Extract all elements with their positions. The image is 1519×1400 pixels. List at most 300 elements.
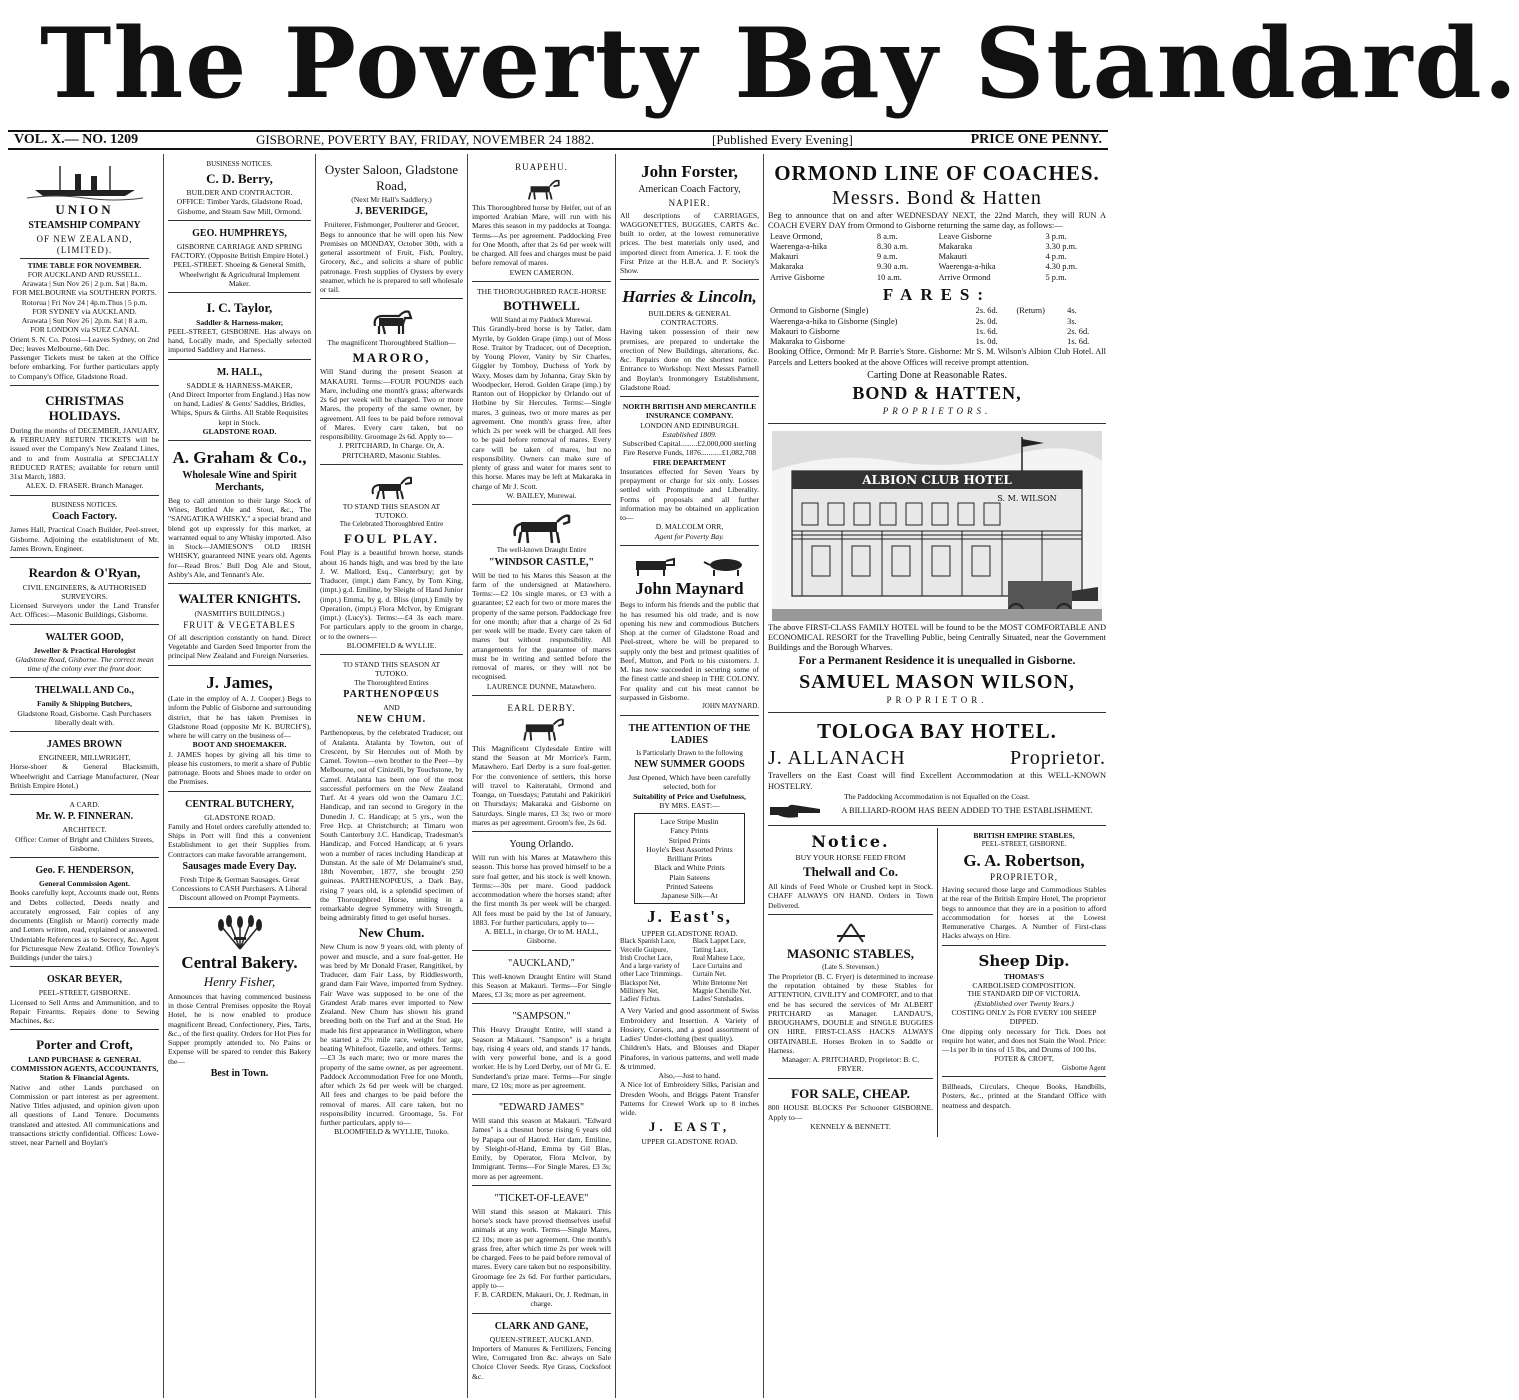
box-item: Striped Prints [668,835,711,845]
napier: NAPIER. [668,197,711,208]
newspaper-page [6,154,1110,1398]
costing-text: COSTING ONLY 2s FOR EVERY 100 SHEEP DIPPED. [951,1008,1097,1027]
fire-text: Insurances effected for Seven Years by prepayment or charge for six only. Losses settled with Promptitude and Liberality. Forms of proposals and all further information may be obtained on application to— [620,466,759,523]
booking-text: Booking Office, Ormond: Mr P. Barrie's Store. Gisborne: Mr S. M. Wilson's Albion Club Hotel. All Parcels and Letters booked at the above Offices will receive prompt attention. [768,347,1106,367]
clark-gane-ad [472,1316,611,1385]
union-note: Passenger Tickets must be taken at the Office before embarking. For further particulars apply to Company's Office, Gladstone Road. [10,353,159,381]
knights-fruit-heading: FRUIT & VEGETABLES [183,619,296,630]
maynard-heading: John Maynard [635,578,744,598]
robertson-sub: PROPRIETOR, [989,872,1059,883]
young-orlando-heading: Young Orlando. [509,839,574,851]
col6-lower-left [768,828,938,1137]
humphreys-heading: GEO. HUMPHREYS, [192,227,287,239]
berry-ad [168,157,311,221]
box-item: Plain Sateens [669,872,710,882]
harries-sub: BUILDERS & GENERAL CONTRACTORS. [648,308,731,328]
ticket-signature: F. B. CARDEN, Makauri, Or, J. Redman, in charge. [474,1290,609,1309]
new-chum-heading: NEW CHUM. [356,714,427,726]
auckland-row: Arawata | Sun Nov 26 | 2 p.m. Sat | 8a.m. [21,279,148,289]
new-chum-subheading: New Chum. [358,924,425,940]
tologa-text: Travellers on the East Coast will find Excellent Accommodation at this WELL-KNOWN HOSTELRY. [768,771,1106,791]
ruapehu-heading: RUAPEHU. [515,162,568,172]
column-4 [468,154,616,1398]
box-item: Brilliant Prints [667,854,712,864]
maroro-text: Will Stand during the present Season at MAKAURI. Terms:—FOUR POUNDS each Mare, including one month's grass; afterwards 2s 6d per week will be charged. Two or more Mares, the property of the same owner, by agreement. All fees to be paid before removal of Mares. Every care taken, but no responsibility. Groomage 2s 6d. Apply to— [320,367,463,442]
laces-right [693,938,760,1004]
pointing-hand-icon [768,801,822,821]
ormond-coaches-ad [768,157,1106,424]
permanent-residence: For a Permanent Residence it is unequalled in Gisborne. [798,655,1076,668]
james-brown-text: Horse-shoer & General Blacksmith, Wheelwright and Carriage Manufacturer, (Near British Empire Hotel.) [10,762,159,790]
timetable-row: Makauri 9 a.m. Makauri 4 p.m. [770,252,1067,262]
for-sale-text: 800 HOUSE BLOCKS Per Schooner GISBORNE. Apply to— [768,1103,933,1122]
dateline [8,130,1108,150]
central-heading: CENTRAL BUTCHERY, [185,798,294,810]
col6-lower [768,828,1106,1137]
thelwall-ad [10,680,159,732]
silks-text: A Nice lot of Embroidery Silks, Parisian and Dresden Wools, and Briggs Patent Transfer Patterns for Crewel Work up to 8 inches wide. [620,1080,759,1118]
lace-item: Blackspot Net, [620,979,661,987]
beyer-sub: PEEL-STREET, GISBORNE. [38,988,131,998]
masthead-title: The Poverty Bay Standard. [40,7,1519,120]
finneran-ad [10,797,159,858]
draught-horse-icon-2 [515,716,569,742]
wheat-sheaf-icon [210,915,270,951]
north-sub: LONDON AND EDINBURGH. [640,420,739,430]
laces-left [620,938,687,1004]
windsor-heading: "WINDSOR CASTLE," [488,556,594,568]
humphreys-ad [168,223,311,293]
lace-item: Ladies' Sunshades. [692,996,744,1004]
walter-good-sub: Jeweller & Practical Horologist [33,645,136,655]
sheep-dip-heading: Sheep Dip. [978,951,1070,970]
best-in-town: Best in Town. [210,1067,269,1079]
windsor-signature: LAURENCE DUNNE, Matawhero. [486,681,597,691]
column-5 [616,154,764,1398]
attention-heading: THE ATTENTION OF THE LADIES [628,722,751,746]
taylor-ad [168,295,311,360]
timetable-row: Makaraka 9.30 a.m. Waerenga-a-hika 4.30 p.m. [770,262,1078,272]
timetable-row: Leave Ormond, 8 a.m. Leave Gisborne 3 p.m. [770,231,1067,241]
james-boot-heading: BOOT AND SHOEMAKER. [192,740,287,750]
oyster-heading: Oyster Saloon, Gladstone Road, [324,162,459,193]
victoria-label: THE STANDARD DIP OF VICTORIA. [967,990,1081,999]
paddock-text: The Paddocking Accommodation is not Equalled on the Coast. [844,791,1030,801]
east-heading: J. East's, [647,907,732,927]
auckland-horse-ad [472,953,611,1005]
also-label: Also,—Just to hand. [658,1071,721,1081]
box-item: Black and White Prints [654,863,725,873]
lace-item: Lace Curtains and Curtain Net. [692,963,742,979]
sampson-heading: "SAMPSON." [512,1011,571,1023]
entires-label: The Thoroughbred Entires [354,678,429,687]
christmas-ad [10,388,159,496]
london-text: Orient S. N. Co. Potosi—Leaves Sydney, on 2nd Dec; leaves Melbourne, 6th Dec. [10,334,159,353]
fisher-text: Announces that having commenced business in those Central Premises opposite the Royal Hotel, he is now enabled to produce magnificent Bread, Confectionery, Pies, Tarts, &c., of the first quality. Orders for Hot Pies for Supper promptly attended to. No Pains or Expense will be spared to render this Bakery the— [168,991,311,1066]
sheep-dip-ad [942,948,1106,1078]
maynard-text: Begs to inform his friends and the public that he has resumed his old trade, and is now opening his new and commodious Butchers Shop at the corner of Gladstone Road and Peel-street, where he will be prepared to supply only the best and primest qualities of Beef, Mutton, and Pork to his customers. J. M. has now succeeded in securing some of the finest cattle and sheep in THE COLONY. For quality and cut his meat cannot be surpassed in Gisborne. [620,600,759,702]
young-orlando-ad [472,834,611,951]
windsor-castle-ad [472,507,611,696]
masonic-manager: Manager: A. PRITCHARD, Proprietor: B. C. FRYER. [781,1055,920,1074]
and-label: AND [383,703,400,713]
orr-sub: Agent for Poverty Bay. [654,531,725,541]
parthenopaeus-text: Parthenopœus, by the celebrated Traducer, out of Atalanta. Atalanta by Towton, out of Crescent, by Sir Hercules out of Moth by Camel. Towton—own brother to the Peer—by Melbourne, out of Cinizelli, by Touchstone, by Camel. Atalanta has been one of the most successful performers on the New Zealand Turf. At 4 years old won the Oamaru J.C. Handicap, and ran second to Gregory in the Dunedin J. C. Handicap; at 5 yrs., won the Free Hcp. at Christchurch; at Timaru won South Canterbury J.C. Handicap, Tradesman's Handicap, and Forced Handicap; at 6 years won a number of races including Handicap at Dunstan. At the sale of Mr Delamaine's stud, 18th November, 1877, she brought 250 guineas. PARTHENOPŒUS, a Dark Bay, rising 7 years old, is a splendid specimen of the Thoroughbred Horse, uniting in a remarkable degree Symmetry with Strength, being admirably fitted to get useful horses. [320,728,463,923]
billheads-text: Billheads, Circulars, Cheque Books, Handbills, Posters, &c., printed at the Standard Office with neatness and despatch. [942,1082,1106,1110]
auckland-text: This well-known Draught Entire will Stand this Season at Makauri. Terms—For Single Mares, £3 3s; more as per agreement. [472,971,611,1000]
timetable-row: Waerenga-a-hika 8.30 a.m. Makaraka 3.30 p.m. [770,241,1078,251]
lace-item: Magpie Chenille Net. [692,987,752,995]
taylor-sub: Saddler & Harness-maker, [196,317,283,327]
fares-table [768,306,1106,347]
column-2 [164,154,316,1398]
auckland-heading: FOR AUCKLAND AND RUSSELL. [27,269,142,279]
edward-james-ad [472,1097,611,1186]
forster-text: All descriptions of CARRIAGES, WAGGONETTES, BUGGIES, CARTS &c. built to order, at the lowest remunerative prices. The best materials only used, and imported direct from America. J. F. took the First Prize at the H.B.A. and P. Society's Show. [620,210,759,276]
earl-text: This Magnificent Clydesdale Entire will stand the Season at Mr Morrice's Farm, Matawhero. Earl Derby is a sure foal-getter. For the convenience of settlers, this horse will travel to Kaiteratahi, Ormond and Toanga, on Tuesdays; Patutahi and Pakirikiri on Thursdays; Makaraka and Gisborne on Saturdays. Single mares, £3 3s; two or more mares as per agreement. Groom's fee, 2s 6d. [472,743,611,827]
billiard-line [768,801,1106,821]
bothwell-heading: BOTHWELL [503,298,580,314]
ormond-text: Beg to announce that on and after WEDNESDAY NEXT, the 22nd March, they will RUN A COACH EVERY DAY from Ormond to Gisborne returning the same day, as follows:— [768,211,1106,231]
carting-text: Carting Done at Reasonable Rates. [867,369,1007,381]
published-note: [Published Every Evening] [712,132,853,147]
reardon-heading: Reardon & O'Ryan, [28,565,141,580]
berry-text: OFFICE: Timber Yards, Gladstone Road, Gisborne, and Steam Saw Mill, Ormond. [176,197,303,216]
poter-croft: POTER & CROFT, [994,1054,1054,1064]
ruapehu-ad [472,157,611,282]
suitability: Suitability of Price and Usefulness, [633,791,746,801]
union-subtitle: STEAMSHIP COMPANY [28,219,141,231]
melbourne-heading: FOR MELBOURNE via SOUTHERN PORTS. [12,288,157,298]
robertson-text: Having secured those large and Commodious Stables at the rear of the British Empire Hotel, The proprietor begs to announce that they are in a position to afford accommodation for horses at the Lowest Remunerative Charges. A Number of First-class Hacks always on Hire. [942,885,1106,941]
maynard-ad [620,548,759,716]
ticket-text: Will stand this season at Makauri. This horse's stock have proved themselves useful animals at any work. Terms—Single Mares, £2 10s; more as per agreement. One month's grass free, after which time 2s per week will be charged. Fees to be paid before removal of mares. Every care taken but no responsibility. Groomage fee 2s 6d. For further particulars, apply to— [472,1206,611,1290]
london-heading: FOR LONDON via SUEZ CANAL [30,325,139,335]
box-item: Japanese Silk—At [661,891,718,901]
thelwall-feed-heading: Thelwall and Co. [803,864,898,880]
edward-heading: "EDWARD JAMES" [498,1102,585,1114]
clark-heading: CLARK AND GANE, [494,1320,589,1332]
maroro-heading: MARORO, [352,349,431,365]
maroro-intro: The magnificent Thoroughbred Stallion— [327,338,456,348]
finneran-text: Office: Corner of Bright and Childers Streets, Gisborne. [15,834,154,853]
bothwell-text: This Grandly-bred horse is by Tatler, dam Myrtle, by Golden Grape (imp.) out of Moss Rose. Traitor by Traducer, out of Deception, by Young Plover, Vanity by Sir Charles, Giggler by Tomboy, Duchess of York by Waxy, Moses dam by Johanna, Gray Skin by Woodpecker, Herod. Golden Grape (imp.) by Ranton out of Hoppicker by Orlando out of Hotbine by Sir Hercules. Terms:—Single mares, 3 guineas, two or more mares as per agreement. One month's grass free, after which 2s per week will be charged. All fees to be paid before removal of mares. Every care will be taken of mares, but no responsibility. Owners can make sure of plenty of grass and water for mares sent to this horse. Mares may be left at Makaraka in charge of Mr J. Scott. [472,324,611,491]
thelwall-sub: Family & Shipping Butchers, [37,699,132,709]
union-nz: OF NEW ZEALAND, (LIMITED). [36,233,133,255]
fares-row: Ormond to Gisborne (Single) 2s. 6d. (Return) 4s. [770,306,1077,316]
henderson-text: Books carefully kept, Accounts made out, Rents and Debts collected, Deeds neatly and accurately engrossed, Fair copies of any documents (English or Maori) correctly made and Letters written, read, explained or answered. Undeniable References as to Secrecy, &c. Agent for Picturesque New Zealand. Office Townley's Buildings (under the tairs.) [10,888,159,963]
henderson-ad [10,860,159,967]
james-brown-sub: ENGINEER, MILLWRIGHT, [38,753,131,763]
box-item: Printed Sateens [665,881,714,891]
bothwell-sub: Will Stand at my Paddock Murewai. [490,315,593,324]
thelwall-heading: THELWALL AND Co., [34,685,135,697]
sydney-row: Arawata | Sun Nov 26 | 2p.m. Sat | 8 a.m. [21,316,148,326]
reardon-text: Licensed Surveyors under the Land Transfer Act. Offices:—Masonic Buildings, Gisborne. [10,601,159,620]
ticket-of-leave-ad [472,1188,611,1314]
central-butchery-ad [168,794,311,908]
harries-lincoln-ad [620,282,759,397]
porter-croft-sub: LAND PURCHASE & GENERAL COMMISSION AGENTS, ACCOUNTANTS, Station & Financial Agents. [10,1054,159,1083]
knights-sub: (NASMITH'S BUILDINGS.) [194,608,285,618]
ormond-heading: ORMOND LINE OF COACHES. [774,161,1100,185]
porter-croft-heading: Porter and Croft, [36,1037,133,1053]
taylor-text: PEEL-STREET, GISBORNE. Has always on hand, Locally made, and Specially selected imported Saddlery and Harness. [168,326,311,355]
albion-hotel-engraving [772,431,1102,621]
reardon-ad [10,560,159,625]
north-british-ad [620,399,759,546]
knights-text: Of all description constantly on hand. Direct Vegetable and Garden Seed Importer from the principal New Zealand and Foreign Nurseries. [168,632,311,661]
foulplay-intro: The Celebrated Thoroughbred Entire [339,520,444,529]
prints-box [634,813,745,904]
young-orlando-text: Will run with his Mares at Matawhero this season. This horse has proved himself to be a sure foal getter, and his stock is well known. Terms:—30s per mare. Good paddock accommodation where the horses stand; after the first month 3s per week will be charged. All fees must be paid by the 1st of January, 1883. For further particulars, apply to— [472,853,611,927]
fisher-heading: Henry Fisher, [203,974,276,990]
fares-row: Waerenga-a-hika to Gisborne (Single) 2s. 0d. 3s. [770,316,1077,326]
bothwell-intro: THE THOROUGHBRED RACE-HORSE [477,286,606,296]
ticket-heading: "TICKET-OF-LEAVE" [494,1192,589,1204]
lace-item: Black Spanish Lace, [620,938,676,946]
hall-text: (And Direct Importer from England.) Has now on hand, Ladies' & Gents' Saddles, Bridles, Whips, Spurs & Girths. All Stable Requisites kept in Stock. [168,389,311,427]
orr-name: D. MALCOLM ORR, [655,522,724,532]
thomas-heading: THOMAS'S [1003,971,1045,981]
walter-good-heading: WALTER GOOD, [45,631,124,643]
thelwall-text: Gladstone Road, Gisborne. Cash Purchasers liberally dealt with. [17,708,152,727]
col6-lower-right [938,828,1106,1137]
cattle-icon [630,553,750,577]
foulplay-text: Foul Play is a beautiful brown horse, stands about 16 hands high, and was bred by the late J. W. Mallord, Esq., Canterbury; got by Traducer, (impt.) dam Fancy, by Tom King, (impt.) g.d. Emiline, by Sleight of Hand Junior (impt.) Emma, by g. d. Bliss (impt.) Emily by Operation, (impt.) Flora McIvor, by Emigrant (impt.) (Lucy's). Terms:—£4 3s each mare. For particulars apply to the groom in charge, or to the owners— [320,548,463,641]
henderson-sub: General Commission Agent. [39,879,130,889]
graham-sub: Wholesale Wine and Spirit Merchants, [182,469,297,493]
hall-address: GLADSTONE ROAD. [202,426,277,436]
knights-heading: WALTER KNIGHTS. [178,591,301,607]
north-established: Established 1809. [662,429,717,439]
henderson-heading: Geo. F. HENDERSON, [35,865,134,877]
bakery-heading: Central Bakery. [181,952,298,972]
british-empire-stables-ad [942,828,1106,946]
thelwall-feed-ad [768,828,933,915]
porter-croft-text: Native and other Lands purchased on Commission or part interest as per agreement. Native Titles adjusted, and opinion given upon all questions of Land Tenure. Documents translated and attested. All communications and transactions strictly confidential. Offices: Lowe-street, near Parnell and Boylan's [10,1082,159,1148]
poter-croft-sub: Gisborne Agent [1061,1063,1106,1072]
edward-text: Will stand this season at Makauri. "Edward James" is a chesnut horse rising 6 years old by Papapa out of Hatred. Her dam, Emiline, by Sleight-of-Hand, Emma by Gil Blas, Emily, by Operator, Flora McIvor, by Immigrant. Terms—For Single Mares, £3 3s; more as per agreement. [472,1116,611,1181]
albion-hotel-ad [768,426,1106,714]
reardon-sub: CIVIL ENGINEERS, & AUTHORISED SURVEYORS. [22,582,147,601]
north-capital: Subscribed Capital.........£2,000,000 sterling Fire Reserve Funds, 1876...........£1,082,708 [622,439,757,458]
walter-good-ad [10,627,159,679]
notice-heading: Notice. [811,831,890,851]
for-sale-signature: KENNELY & BENNETT. [810,1121,891,1131]
union-steamship-ad [10,157,159,386]
young-orlando-signature: A. BELL, in charge, Or to M. HALL, Gisborne. [484,927,599,946]
hall-heading: M. HALL, [216,366,263,378]
harries-heading: Harries & Lincoln, [622,287,757,307]
bothwell-signature: W. BAILEY, Murewai. [506,490,577,500]
wilson-heading: SAMUEL MASON WILSON, [799,671,1075,694]
maroro-signature: J. PRITCHARD, In Charge. Or, A. PRITCHARD, Masonic Stables. [338,441,445,460]
hotel-owner-sign: S. M. WILSON [997,493,1057,503]
sampson-text: This Heavy Draught Entire, will stand a Season at Makauri. "Sampson" is a bright bay, rising 4 years old, and stands 17 hands, with very powerful bone, and is a good worker. He is by Lord Derby, out of Mr G. E. Sunderland's prize mare. Terms—For single mare, £2 10s; more as per agreement. [472,1025,611,1090]
finneran-sub: ARCHITECT. [62,825,107,835]
new-chum-text: New Chum is now 9 years old, with plenty of power and muscle, and a sure foal-getter. He was bred by Mr Donald Fraser, Rangitikei, by Traducer, dam Fair Lass, by Riddlesworth, grand dam Fair Wave, imported from Sydney. Fair Wave was supposed to be one of the Grandest Arab mares ever imported to New Zealand. New Chum has shown his grand breeding both on the Turf and at the Stud. He made his first appearance in Wellington, where he started a 2½ mile race, weight for age, beating Whitefoot, Gazelle, and others. Terms:—£3 3s each mare; two or more mares the property of the same owner, as per agreement. Paddock Accommodation Free for one Month, after which 2s 6d per week will be charged. All fees and charges to be paid before the removal of mares. All care taken, but no responsibility incurred. Groomage, 5s. For further particulars, apply to— [320,942,463,1128]
berry-heading: C. D. Berry, [206,170,273,186]
lace-item: Black Lappet Lace, [692,938,746,946]
auckland-heading: "AUCKLAND," [508,957,575,969]
north-heading: NORTH BRITISH AND MERCANTILE INSURANCE COMPANY. [622,402,757,421]
humphreys-text: GISBORNE CARRIAGE AND SPRING FACTORY. (Opposite British Empire Hotel.) PEEL-STREET. Shoeing & General Smith, Wheelwright & Agricultural Implement Maker. [170,241,309,288]
lace-item: White Bretonne Net [692,979,748,987]
thelwall-feed-text: All kinds of Feed Whole or Crushed kept in Stock. CHAFF ALWAYS ON HAND. Orders in Town Delivered. [768,882,933,910]
masonic-sub: (Late S. Stevenson.) [822,963,879,972]
maroro-ad [320,301,463,464]
sausages-heading: Sausages made Every Day. [182,860,297,872]
clark-sub: QUEEN-STREET, AUCKLAND. [489,1334,594,1344]
east-sub: UPPER GLADSTONE ROAD. [641,928,738,938]
foulplay-heading: FOUL PLAY. [344,530,439,546]
horse-icon-2 [367,472,417,500]
for-sale-ad [768,1081,933,1135]
empire-sub: PEEL-STREET, GISBORNE. [981,840,1067,849]
graham-heading: A. Graham & Co., [172,448,307,468]
variety-text: A Very Varied and good assortment of Swiss Embroidery and Insertion. A Variety of Hosiery, Corsets, and a good assortment of Ladies' Under-clothing (best quality). [620,1006,759,1044]
lace-item: Vercelle Guipure, [620,946,668,954]
buy-text: BUY YOUR HORSE FEED FROM [795,853,906,863]
fares-row: Makauri to Gisborne 1s. 6d. 2s. 6d. [770,326,1090,336]
children-text: Children's Hats, and Blouses and Diaper Pinafores, in various patterns, and well made & trimmed. [620,1043,759,1071]
walter-good-text: Gladstone Road, Gisborne. The correct mean time of the colony ever the front door. [15,654,154,674]
forster-heading: John Forster, [641,162,738,181]
billiard-text: A BILLIARD-ROOM HAS BEEN ADDED TO THE ESTABLISHMENT. [841,805,1093,815]
christmas-heading: CHRISTMAS HOLIDAYS. [45,392,124,424]
clark-text: Importers of Manures & Fertilizers, Fencing Wire, Corrugated Iron &c. always on Sale Choice Clover Seeds. Rye Grass, Cocksfoot &c. [472,1343,611,1381]
for-sale-heading: FOR SALE, CHEAP. [791,1085,910,1101]
fire-heading: FIRE DEPARTMENT [652,457,727,467]
beveridge-text: Begs to announce that he will open his New Premises on MONDAY, October 30th, with a general assortment of Fruit, Fish, Poultry, Grocery, &c., and solicits a share of public patronage. Fresh supplies of Oysters by every steamer, which he is prepared to sell wholesale or tail. [320,229,463,295]
new-chum-signature: BLOOMFIELD & WYLLIE, Tutoko. [334,1127,449,1137]
tutoko-1: TUTOKO. [375,511,408,521]
forster-ad [620,157,759,280]
box-item: Lace Stripe Muslin [660,817,719,827]
graham-ad [168,443,311,584]
james-brown-ad [10,734,159,795]
porter-croft-ad [10,1032,159,1151]
column-6 [764,154,1110,1398]
earl-derby-ad [472,698,611,832]
tutoko-2: TUTOKO. [375,669,408,679]
foulplay-signature: BLOOMFIELD & WYLLIE. [346,640,437,650]
masonic-heading: MASONIC STABLES, [787,945,914,961]
lace-item: And a large variety of other Lace Trimmings. [620,963,683,979]
coach-timetable [768,232,1106,283]
east-footer-sub: UPPER GLADSTONE ROAD. [641,1137,738,1147]
masonic-text: The Proprietor (B. C. Fryer) is determined to increase the reputation obtained by these Stables for ATTENTION, CIVILITY and COMFORT, and to that end he has secured the services of Mr ALBERT PRITCHARD as Manager. LANDAU'S, BROUGHAM'S, DOUBLE and SINGLE BUGGIES ON HIRE. FIRST-CLASS HACKS ALWAYS OBTAINABLE. Horses Broken in to Saddle or Harness. [768,971,933,1055]
allanach-name: J. ALLANACH [768,747,906,770]
berry-sub: BUILDER AND CONTRACTOR. [186,188,293,198]
coach-factory-heading: Coach Factory. [52,511,117,523]
business-notices-heading-2: BUSINESS NOTICES. [206,160,273,168]
ruapehu-signature: EWEN CAMERON. [509,267,574,277]
lace-item: Ladies' Fichus. [620,996,661,1004]
hotel-text: The above FIRST-CLASS FAMILY HOTEL will be found to be the MOST COMFORTABLE AND ECONOMICAL RESORT for the Travelling Public, being Centrally Situated, near the Government Buildings and the Borough Wharves. [768,622,1106,653]
coach-factory-text: James Hall, Practical Coach Builder, Peel-street, Gisborne. Adjoining the establishment of Mr. James Brown, Engineer. [10,525,159,553]
james-brown-heading: JAMES BROWN [46,739,123,751]
beyer-heading: OSKAR BEYER, [46,974,122,986]
suitability-by: BY MRS. EAST:— [659,800,720,810]
established-label: (Established over Twenty Years.) [974,998,1074,1008]
union-title: UNION [55,202,114,217]
hall-ad [168,362,311,442]
lace-item: Millinery Net, [620,987,659,995]
hotel-sign: ALBION CLUB HOTEL [862,472,1012,487]
beveridge-heading: J. BEVERIDGE, [355,206,428,218]
james-heading: J. James, [206,672,273,692]
summer-text: Just Opened, Which have been carefully selected, both for [628,773,751,792]
time-table: TIME TABLE FOR NOVEMBER. [27,260,142,270]
taylor-heading: I. C. Taylor, [206,300,273,316]
stand-heading-2: TO STAND THIS SEASON AT [342,660,441,670]
sheep-text: One dipping only necessary for Tick. Does not require hot water, and does not Stain the Wool. Price:—1s per lb in tins of 15 lbs, and Drums of 100 lbs. [942,1026,1106,1055]
column-3 [316,154,468,1398]
draught-horse-icon [507,512,577,544]
laces-list [620,938,759,1004]
price: PRICE ONE PENNY. [970,132,1102,147]
lace-item: Real Maltese Lace, [692,954,745,962]
sydney-heading: FOR SYDNEY via AUCKLAND. [32,306,137,316]
tologa-hotel-ad [768,715,1106,826]
business-notices-heading: BUSINESS NOTICES. [51,500,118,509]
beveridge-sub: Fruiterer, Fishmonger, Poulterer and Grocer, [323,220,460,230]
allanach-line [768,745,1106,771]
east-ad [620,718,759,1151]
sampson-ad [472,1006,611,1095]
robertson-heading: G. A. Robertson, [963,850,1085,870]
graham-text: Beg to call attention to their large Stock of Wines, Bottled Ale and Stout, &c., The "SANGATIKA WHISKY," a special brand and blend got up expressly for this market, at warranted equal to any Whisky imported. Also in Stock—JAMIESON'S OLD IRISH WHISKY, guaranteed NINE years old. Agents for—Read Bros.' Bull Dog Ale and Stout, Ashby's Ale, and Tennant's Ale. [168,495,311,579]
oyster-sub: (Next Mr Hall's Saddlery.) [351,195,432,205]
masonic-emblem-icon [823,922,879,944]
fares-row: Makaraka to Gisborne 1s. 0d. 1s. 6d. [770,337,1090,347]
lace-item: Irish Crochet Lace, [620,954,673,962]
melbourne-row: Rotorua | Fri Nov 24 | 4p.m.Thus | 5 p.m. [21,297,148,307]
james-text-2: J. JAMES hopes by giving all his time to please his customers, to merit a share of Public patronage. Boots and Shoes made to order on the Premises. [168,749,311,787]
walter-knights-ad [168,586,311,666]
messrs-heading: Messrs. Bond & Hatten [832,187,1042,210]
allanach-role: Proprietor. [1010,747,1106,770]
finneran-heading: Mr. W. P. FINNERAN. [35,811,134,823]
steamship-icon [25,162,145,200]
coach-factory-ad [10,498,159,558]
lace-item: Tatting Lace, [692,946,729,954]
tologa-heading: TOLOGA BAY HOTEL. [817,719,1057,744]
central-bakery-ad [168,910,311,1086]
earl-heading: EARL DERBY. [507,702,576,713]
james-text: (Late in the employ of A. J. Cooper.) Begs to inform the Public of Gisborne and surrounding district, that he has taken Premises in Gladstone Road (opposite Mr K. BURCH'S), where he will carry on the business of— [168,694,311,741]
card-label: A CARD. [69,800,100,810]
christmas-text: During the months of DECEMBER, JANUARY, & FEBRUARY RETURN TICKETS will be issued over the Company's New Zealand Lines, and to and from Australia at SPECIALLY REDUCED RATES; available for return until 31st March, 1883. [10,425,159,482]
box-item: Hoyle's Best Assorted Prints [646,844,733,854]
foul-play-ad [320,467,463,655]
bothwell-ad [472,284,611,505]
carbolised-heading: CARBOLISED COMPOSITION. [972,981,1076,991]
horse-icon-3 [520,175,564,201]
christmas-signature: ALEX. D. FRASER. Branch Manager. [25,481,144,491]
central-text: Family and Hotel orders carefully attended to. Ships in Port will find this a convenient Establishment to get their Supplies from. Contractors can make favorable arrangement. [168,821,311,859]
billheads-ad [942,1079,1106,1114]
wilson-sub: PROPRIETOR. [886,695,988,706]
box-item: Fancy Prints [670,826,709,836]
hall-sub: SADDLE & HARNESS-MAKER, [186,380,293,390]
masonic-stables-ad [768,917,933,1079]
attention-sub: Is Particularly Drawn to the following [636,748,743,757]
parthenopaeus-heading: PARTHENOPŒUS [343,689,440,701]
parthenopaeus-ad [320,657,463,1140]
